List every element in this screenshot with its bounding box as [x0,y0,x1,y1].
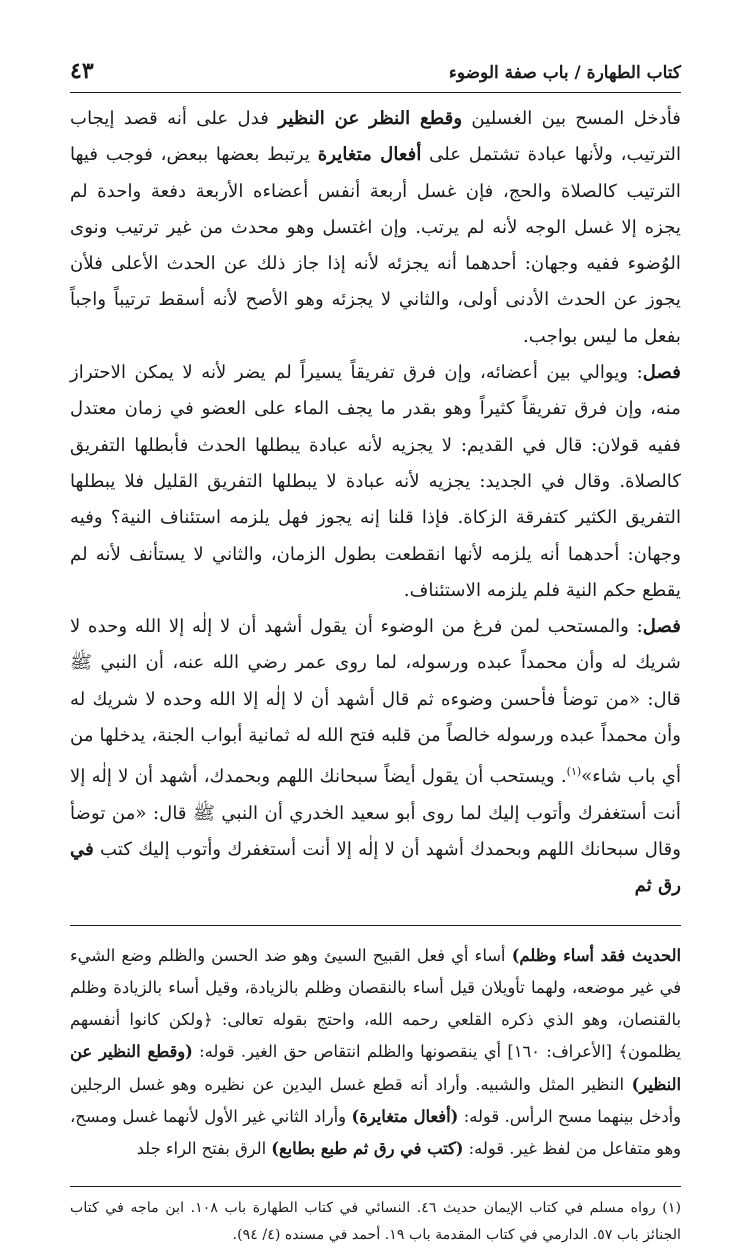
paragraph-dua [70,609,681,904]
keyword-qat-alnazar: وقطع النظر عن النظير [278,108,463,129]
footnote-reference: (١) [566,765,582,779]
commentary-keyword: (أفعال متغايرة) [351,1107,459,1127]
text-run: وأراد الثاني غير الأول لأنهما غسل ومسح، وهو متفاعل من لفظ غير. قوله: [70,1107,681,1159]
paragraph-muwalat [70,355,681,609]
text-run: يرتبط بعضها ببعض، فوجب فيها الترتيب كالصلاة والحج، فإن غسل أربعة أنفس أعضاءه الأربعة دفعة واحدة لم يجزه إلا غسل الوجه لأنه لم يرتب. وإن اغتسل وهو محدث من غير ترتيب ونوى الوُضوء ففيه وجهان: أحدهما أنه يجزئه لأنه إذا جاز ذلك عن الحدث الأعلى فلأن يجوز عن الحدث الأدنى أولى، والثاني لا يجزئه وهو الأصح لأنه أسقط ترتيباً واجباً بفعل ما ليس بواجب. [70,144,681,347]
section-label-fasl: فصل [642,616,681,638]
main-text [70,101,681,905]
text-run: : والمستحب لمن فرغ من الوضوء أن يقول أشهد أن لا إلٰه إلا الله وحده لا شريك له وأن محمداً عبده ورسوله، لما روى عمر رضي الله عنه، أن النبي ﷺ قال: «من توضأ فأحسن وضوءه ثم قال أشهد أن لا إلٰه إلا الله وحده لا شريك له وأن محمداً عبده ورسوله خالصاً من قلبه فتح الله له ثمانية أبواب الجنة، يدخلها من أي باب شاء» [70,616,681,788]
text-run: الرق بفتح الراء جلد [136,1139,272,1159]
text-run: النظير المثل والشبيه. وأراد أنه قطع غسل اليدين عن نظيره وهو غسل الرجلين وأدخل بينهما مسح الرأس. قوله: [70,1074,681,1127]
commentary-keyword: (وقطع النظير عن النظير) [70,1042,681,1094]
commentary-keyword: الحديث فقد أساء وظلم) [511,945,681,965]
footnote-divider [70,1186,681,1187]
running-title: كتاب الطهارة / باب صفة الوضوء [448,63,681,83]
commentary-divider [70,925,681,926]
keyword-afal-mutaghayira: أفعال متغايرة [317,144,422,166]
section-label-fasl: فصل [642,362,681,384]
book-page [70,58,681,1249]
text-run: أساء أي فعل القبيح السيئ وهو ضد الحسن والظلم وضع الشيء في غير موضعه، ولهما تأويلان قيل أساء بالنقصان وظلم بالزيادة، وقيل أساء بالزيادة وظلم بالقنصان، وهو الذي ذكره القلعي رحمه الله، واحتج بقوله تعالى: ﴿ولكن كانوا أنفسهم يظلمون﴾ [الأعراف: ١٦٠] أي ينقصونها والظلم انتقاص حق الغير. قوله: [70,945,681,1062]
running-header [70,58,681,93]
footnote-text: (١) رواه مسلم في كتاب الإيمان حديث ٤٦. النسائي في كتاب الطهارة باب ١٠٨. ابن ماجه في كتاب الجنائز باب ٥٧. الدارمي في كتاب المقدمة باب ١٩. أحمد في مسنده (٤/ ٩٤). [70,1199,681,1243]
text-run: فأدخل المسح بين الغسلين [462,108,681,129]
text-run: . ويستحب أن يقول أيضاً سبحانك اللهم وبحمدك، أشهد أن لا إلٰه إلا أنت أستغفرك وأتوب إليك لما روى أبو سعيد الخدري أن النبي ﷺ قال: «من توضأ وقال سبحانك اللهم وبحمدك أشهد أن لا إلٰه إلا أنت أستغفرك وأتوب إليك كتب [70,766,681,860]
keyword-fi-raqq: في رق ثم [70,839,681,897]
text-run: : ويوالي بين أعضائه، وإن فرق تفريقاً يسيراً لم يضر لأنه لا يمكن الاحتراز منه، وإن فرق تفريقاً كثيراً وهو بقدر ما يجف الماء على العضو في زمان معتدل ففيه قولان: قال في القديم: لا يجزيه لأنه عبادة يبطلها الحدث فأبطلها التفريق كالصلاة. وقال في الجديد: يجزيه لأنه عبادة لا يبطلها التفريق القليل فلا يبطلها التفريق الكثير كتفرقة الزكاة. فإذا قلنا إنه يجوز فهل يلزمه استئناف النية؟ وفيه وجهان: أحدهما أنه يلزمه لأنها انقطعت بطول الزمان، والثاني لا يستأنف لأنه لم يقطع حكم النية فلم يلزمه الاستئناف. [70,362,681,601]
text-run: فدل على أنه قصد إيجاب الترتيب، ولأنها عبادة تشتمل على [70,108,682,166]
commentary-block [70,940,681,1166]
commentary-text [70,940,681,1166]
page-number: ٤٣ [70,58,94,84]
paragraph-tartib [70,101,681,355]
commentary-keyword: (كتب في رق ثم طبع بطابع) [271,1139,464,1159]
footnote-block [70,1195,681,1249]
